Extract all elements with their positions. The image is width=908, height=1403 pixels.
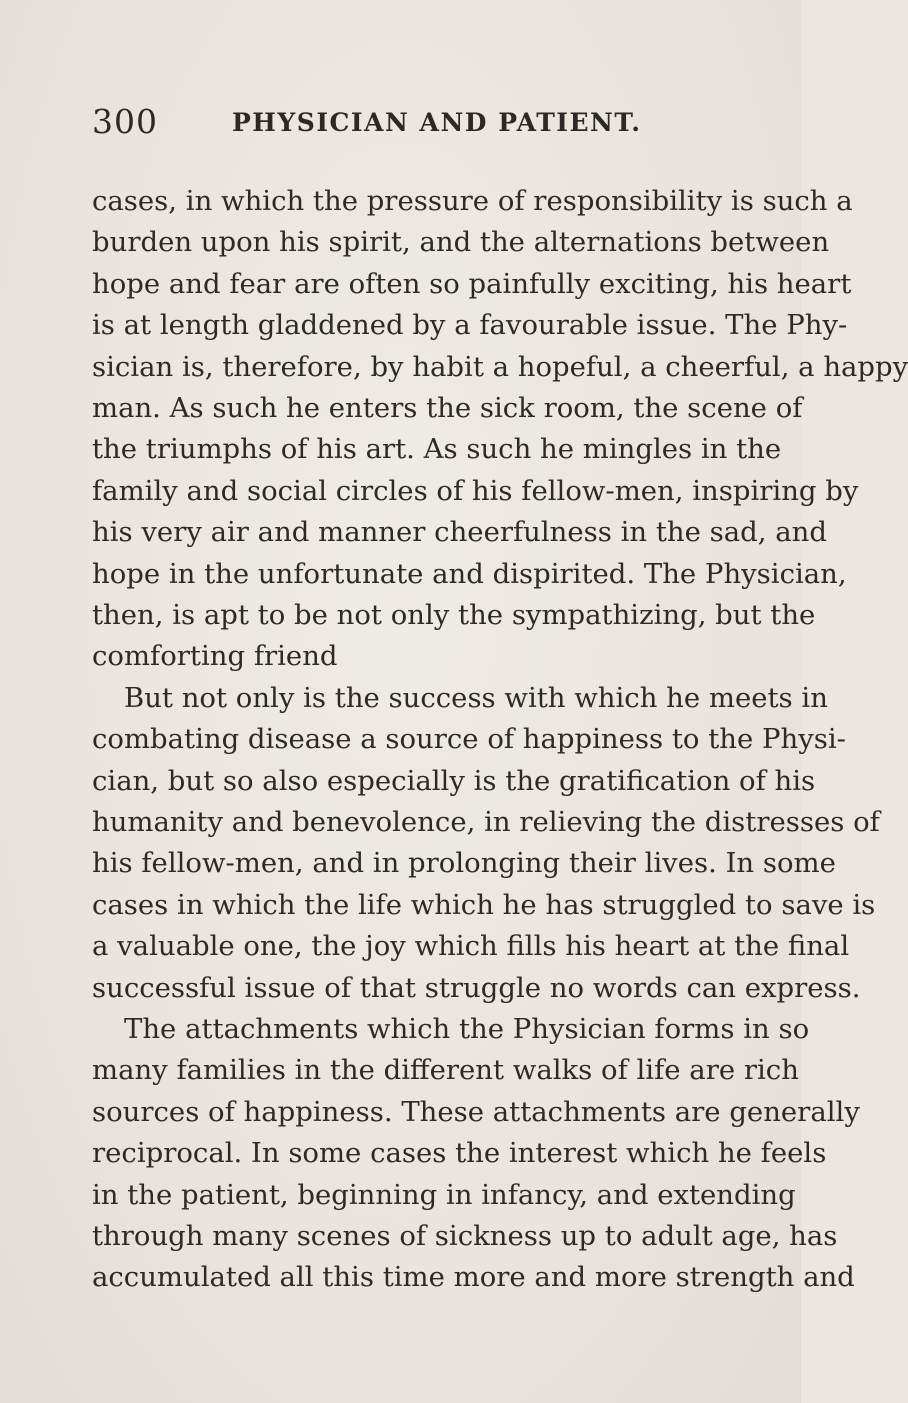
text-line: reciprocal. In some cases the interest which he feels: [92, 1137, 827, 1169]
page-number: 300: [92, 102, 158, 141]
text-line: successful issue of that struggle no words can express.: [92, 972, 861, 1004]
text-line: comforting friend: [92, 640, 338, 672]
text-line: sician is, therefore, by habit a hopeful, a cheerful, a happy: [92, 351, 908, 383]
text-line: is at length gladdened by a favourable issue. The Phy-: [92, 309, 848, 341]
paragraph-first-line: The attachments which the Physician forms in so: [124, 1013, 810, 1045]
text-line: the triumphs of his art. As such he mingles in the: [92, 433, 782, 465]
running-head: [0, 102, 801, 142]
text-line: in the patient, beginning in infancy, and extending: [92, 1179, 796, 1211]
text-line: sources of happiness. These attachments are generally: [92, 1096, 860, 1128]
text-line: accumulated all this time more and more strength and: [92, 1261, 855, 1293]
text-line: man. As such he enters the sick room, the scene of: [92, 392, 803, 424]
text-line: humanity and benevolence, in relieving the distresses of: [92, 806, 880, 838]
text-line: through many scenes of sickness up to adult age, has: [92, 1220, 838, 1252]
text-line: combating disease a source of happiness to the Physi-: [92, 723, 846, 755]
text-line: many families in the different walks of life are rich: [92, 1054, 799, 1086]
text-line: a valuable one, the joy which fills his heart at the final: [92, 930, 850, 962]
text-line: cases in which the life which he has struggled to save is: [92, 889, 876, 921]
text-line: hope and fear are often so painfully exciting, his heart: [92, 268, 852, 300]
text-line: his very air and manner cheerfulness in the sad, and: [92, 516, 827, 548]
text-line: his fellow-men, and in prolonging their lives. In some: [92, 847, 836, 879]
text-line: then, is apt to be not only the sympathizing, but the: [92, 599, 816, 631]
text-line: burden upon his spirit, and the alternations between: [92, 226, 830, 258]
text-line: hope in the unfortunate and dispirited. The Physician,: [92, 558, 847, 590]
text-line: cases, in which the pressure of responsibility is such a: [92, 185, 853, 217]
paragraph-first-line: But not only is the success with which he meets in: [124, 682, 828, 714]
text-line: family and social circles of his fellow-men, inspiring by: [92, 475, 859, 507]
text-line: cian, but so also especially is the gratification of his: [92, 765, 816, 797]
running-title: PHYSICIAN AND PATIENT.: [232, 108, 642, 137]
